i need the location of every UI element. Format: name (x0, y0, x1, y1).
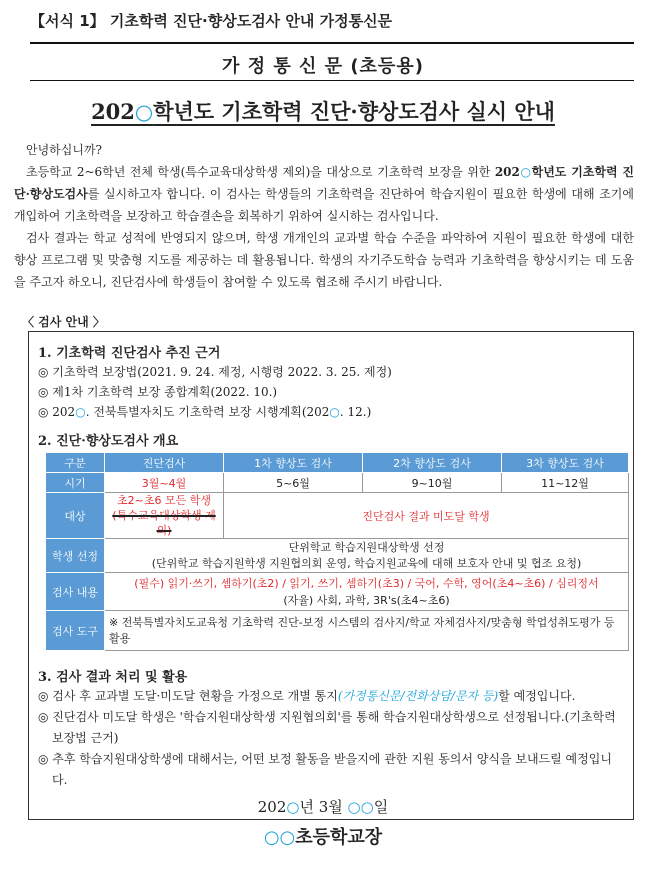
row-label-content: 검사 내용 (46, 573, 105, 611)
s3-bullet: ◎ 추후 학습지원대상학생에 대해서는, 어떤 보정 활동을 받을지에 관한 지원 동의서 양식을 보내드릴 예정입니다. (38, 752, 612, 787)
date-year: 202 (257, 798, 287, 816)
date-circle: ○ (286, 798, 300, 816)
tool-cell: ※ 전북특별자치도교육청 기초학력 진단-보정 시스템의 검사지/학교 자체검사지/맞춤형 학업성취도평가 등 활용 (105, 611, 629, 651)
form-label: 【서식 1】 기초학력 진단·향상도검사 안내 가정통신문 (30, 12, 393, 30)
plan-c: . 전북특별자치도 기초학력 보장 시행계획(202 (85, 405, 330, 419)
greeting: 안녕하십니까? (26, 143, 102, 157)
guide-section-label: 〈 검사 안내 〉 (22, 315, 105, 329)
selection-cell (105, 539, 629, 573)
overview-table (45, 452, 629, 651)
p1-circle: ○ (519, 165, 532, 179)
table-row (46, 611, 629, 651)
s3-bullet (38, 686, 626, 707)
doc-title: 가 정 통 신 문 (초등용) (222, 56, 424, 77)
target-diagnostic (105, 493, 224, 539)
title-year: 202 (91, 99, 135, 124)
intro-paragraph-2: 검사 결과는 학교 성적에 반영되지 않으며, 학생 개개인의 교과별 학습 수준을 파악하여 지원이 필요한 학생에 대한 향상 프로그램 및 맞춤형 지도를 제공하는 데 활용됩니다. 학생의 자기주도학습 능력과 기초학력을 향상시키는 데 도움을 주고자 하오니, 진단검사에 학생들이 참여할 수 있도록 협조해 주시기 바랍니다. (14, 231, 634, 289)
s3-list (38, 686, 626, 791)
plan-a: ◎ 202 (38, 405, 76, 419)
table-header-cell: 1차 향상도 검사 (224, 453, 363, 473)
table-header-cell: 구분 (46, 453, 105, 473)
table-header-cell: 진단검사 (105, 453, 224, 473)
table-header-cell: 2차 향상도 검사 (363, 453, 502, 473)
issue-date (0, 796, 646, 817)
intro-paragraph-1 (14, 161, 634, 227)
target-exclusion-struck: (특수교육대상학생 제외) (112, 509, 216, 537)
table-header-cell: 3차 향상도 검사 (502, 453, 629, 473)
content-optional: (자율) 사회, 과학, 3R's(초4~초6) (283, 593, 450, 607)
plan-circle: ○ (329, 405, 340, 419)
top-rule (30, 42, 634, 44)
b1-methods: (가정통신문/전화상담/문자 등) (337, 689, 499, 703)
s1-item-plan (38, 403, 371, 420)
row-label-selection: 학생 선정 (46, 539, 105, 573)
title-text: 학년도 기초학력 진단·향상도검사 실시 안내 (153, 99, 555, 124)
target-improvement: 진단검사 결과 미도달 학생 (224, 493, 629, 539)
content-cell (105, 573, 629, 611)
s2-title: 2. 진단·향상도검사 개요 (38, 434, 179, 449)
date-day-circles: ○○ (347, 798, 374, 816)
table-row (46, 493, 629, 539)
date-month: 년 3월 (299, 798, 348, 816)
b1-pre: ◎ 검사 후 교과별 도달·미도달 현황을 가정으로 개별 통지 (38, 689, 338, 703)
period-diagnostic: 3월~4월 (105, 473, 224, 493)
table-row (46, 473, 629, 493)
guide-box (28, 331, 634, 820)
row-label-target: 대상 (46, 493, 105, 539)
p1-bold-year: 202 (494, 165, 520, 179)
content-required: (필수) 읽기·쓰기, 셈하기(초2) / 읽기, 쓰기, 셈하기(초3) / 국어, 수학, 영어(초4~초6) / 심리정서 (134, 576, 599, 590)
table-row (46, 573, 629, 611)
title-circle: ○ (134, 100, 154, 124)
selection-line: (단위학교 학습지원학생 지원협의회 운영, 학습지원교육에 대해 보호자 안내 및 협조 요청) (151, 556, 582, 570)
table-row (46, 539, 629, 573)
row-label-period: 시기 (46, 473, 105, 493)
period-first: 5~6월 (224, 473, 363, 493)
s1-item: ◎ 기초학력 보장법(2021. 9. 24. 제정, 시행령 2022. 3. 25. 제정) (38, 365, 392, 379)
p1-post: 를 실시하고자 합니다. 이 검사는 학생들의 기초학력을 진단하여 학습지원이 필요한 학생에 대해 조기에 개입하여 기초학력을 보장하고 학습결손을 회복하기 위하여 실시하는 검사입니다. (14, 187, 634, 223)
table-header-row (46, 453, 629, 473)
b1-post: 할 예정입니다. (498, 689, 576, 703)
date-day-suffix: 일 (373, 798, 389, 816)
row-label-tool: 검사 도구 (46, 611, 105, 651)
school-principal: 초등학교장 (295, 827, 383, 848)
p1-bold-title: 학년도 기초학력 진단·향상도검사 (14, 165, 634, 201)
title-rule (30, 80, 634, 81)
school-name-circles: ○○ (263, 827, 296, 848)
period-second: 9~10월 (363, 473, 502, 493)
s1-title: 1. 기초학력 진단검사 추진 근거 (38, 346, 221, 361)
plan-e: . 12.) (339, 405, 372, 419)
intro-body (14, 139, 634, 293)
p1-pre: 초등학교 2~6학년 전체 학생(특수교육대상학생 제외)을 대상으로 기초학력 보장을 위한 (26, 165, 495, 179)
s1-item: ◎ 제1차 기초학력 보장 종합계획(2022. 10.) (38, 385, 278, 399)
s3-bullet: ◎ 진단검사 미도달 학생은 '학습지원대상학생 지원협의회'를 통해 학습지원대상학생으로 선정됩니다.(기초학력 보장법 근거) (38, 710, 616, 745)
period-third: 11~12월 (502, 473, 629, 493)
main-title (0, 96, 646, 126)
s3-title: 3. 검사 결과 처리 및 활용 (38, 670, 188, 685)
plan-circle: ○ (75, 405, 86, 419)
selection-line: 단위학교 학습지원대상학생 선정 (288, 540, 445, 554)
target-all-students: 초2~초6 모든 학생 (117, 494, 211, 507)
principal-signature (0, 823, 646, 849)
